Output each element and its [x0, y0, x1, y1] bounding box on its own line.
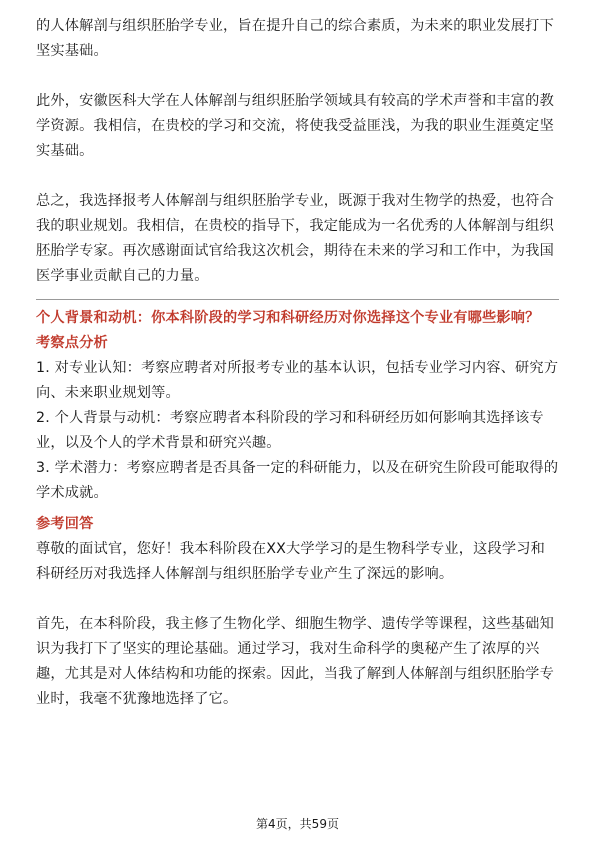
answer-heading: 参考回答 [36, 516, 94, 532]
answer-paragraph-1: 尊敬的面试官，您好！我本科阶段在XX大学学习的是生物科学专业，这段学习和科研经历对我选择人体解剖与组织胚胎学专业产生了深远的影响。 [36, 541, 546, 582]
analysis-item-1: 1. 对专业认知：考察应聘者对所报考专业的基本认识，包括专业学习内容、研究方向、未来职业规划等。 [36, 360, 559, 401]
document-page [36, 14, 559, 712]
paragraph-intro-end: 的人体解剖与组织胚胎学专业，旨在提升自己的综合素质，为未来的职业发展打下坚实基础。 [36, 18, 554, 59]
analysis-heading: 考察点分析 [36, 335, 108, 351]
section-divider [36, 299, 559, 300]
paragraph-conclusion: 总之，我选择报考人体解剖与组织胚胎学专业，既源于我对生物学的热爱，也符合我的职业规划。我相信，在贵校的指导下，我定能成为一名优秀的人体解剖与组织胚胎学专家。再次感谢面试官给我这次机会，期待在未来的学习和工作中，为我国医学事业贡献自己的力量。 [36, 193, 554, 284]
analysis-item-3: 3. 学术潜力：考察应聘者是否具备一定的科研能力，以及在研究生阶段可能取得的学术成就。 [36, 460, 559, 501]
analysis-item-2: 2. 个人背景与动机：考察应聘者本科阶段的学习和科研经历如何影响其选择该专业，以及个人的学术背景和研究兴趣。 [36, 410, 544, 451]
paragraph-school-reputation: 此外，安徽医科大学在人体解剖与组织胚胎学领域具有较高的学术声誉和丰富的教学资源。我相信，在贵校的学习和交流，将使我受益匪浅，为我的职业生涯奠定坚实基础。 [36, 93, 554, 159]
page-number: 第4页，共59页 [256, 817, 339, 831]
answer-paragraph-2: 首先，在本科阶段，我主修了生物化学、细胞生物学、遗传学等课程，这些基础知识为我打下了坚实的理论基础。通过学习，我对生命科学的奥秘产生了浓厚的兴趣，尤其是对人体结构和功能的探索。因此，当我了解到人体解剖与组织胚胎学专业时，我毫不犹豫地选择了它。 [36, 616, 554, 707]
interview-question: 个人背景和动机：你本科阶段的学习和科研经历对你选择这个专业有哪些影响？ [36, 310, 540, 326]
